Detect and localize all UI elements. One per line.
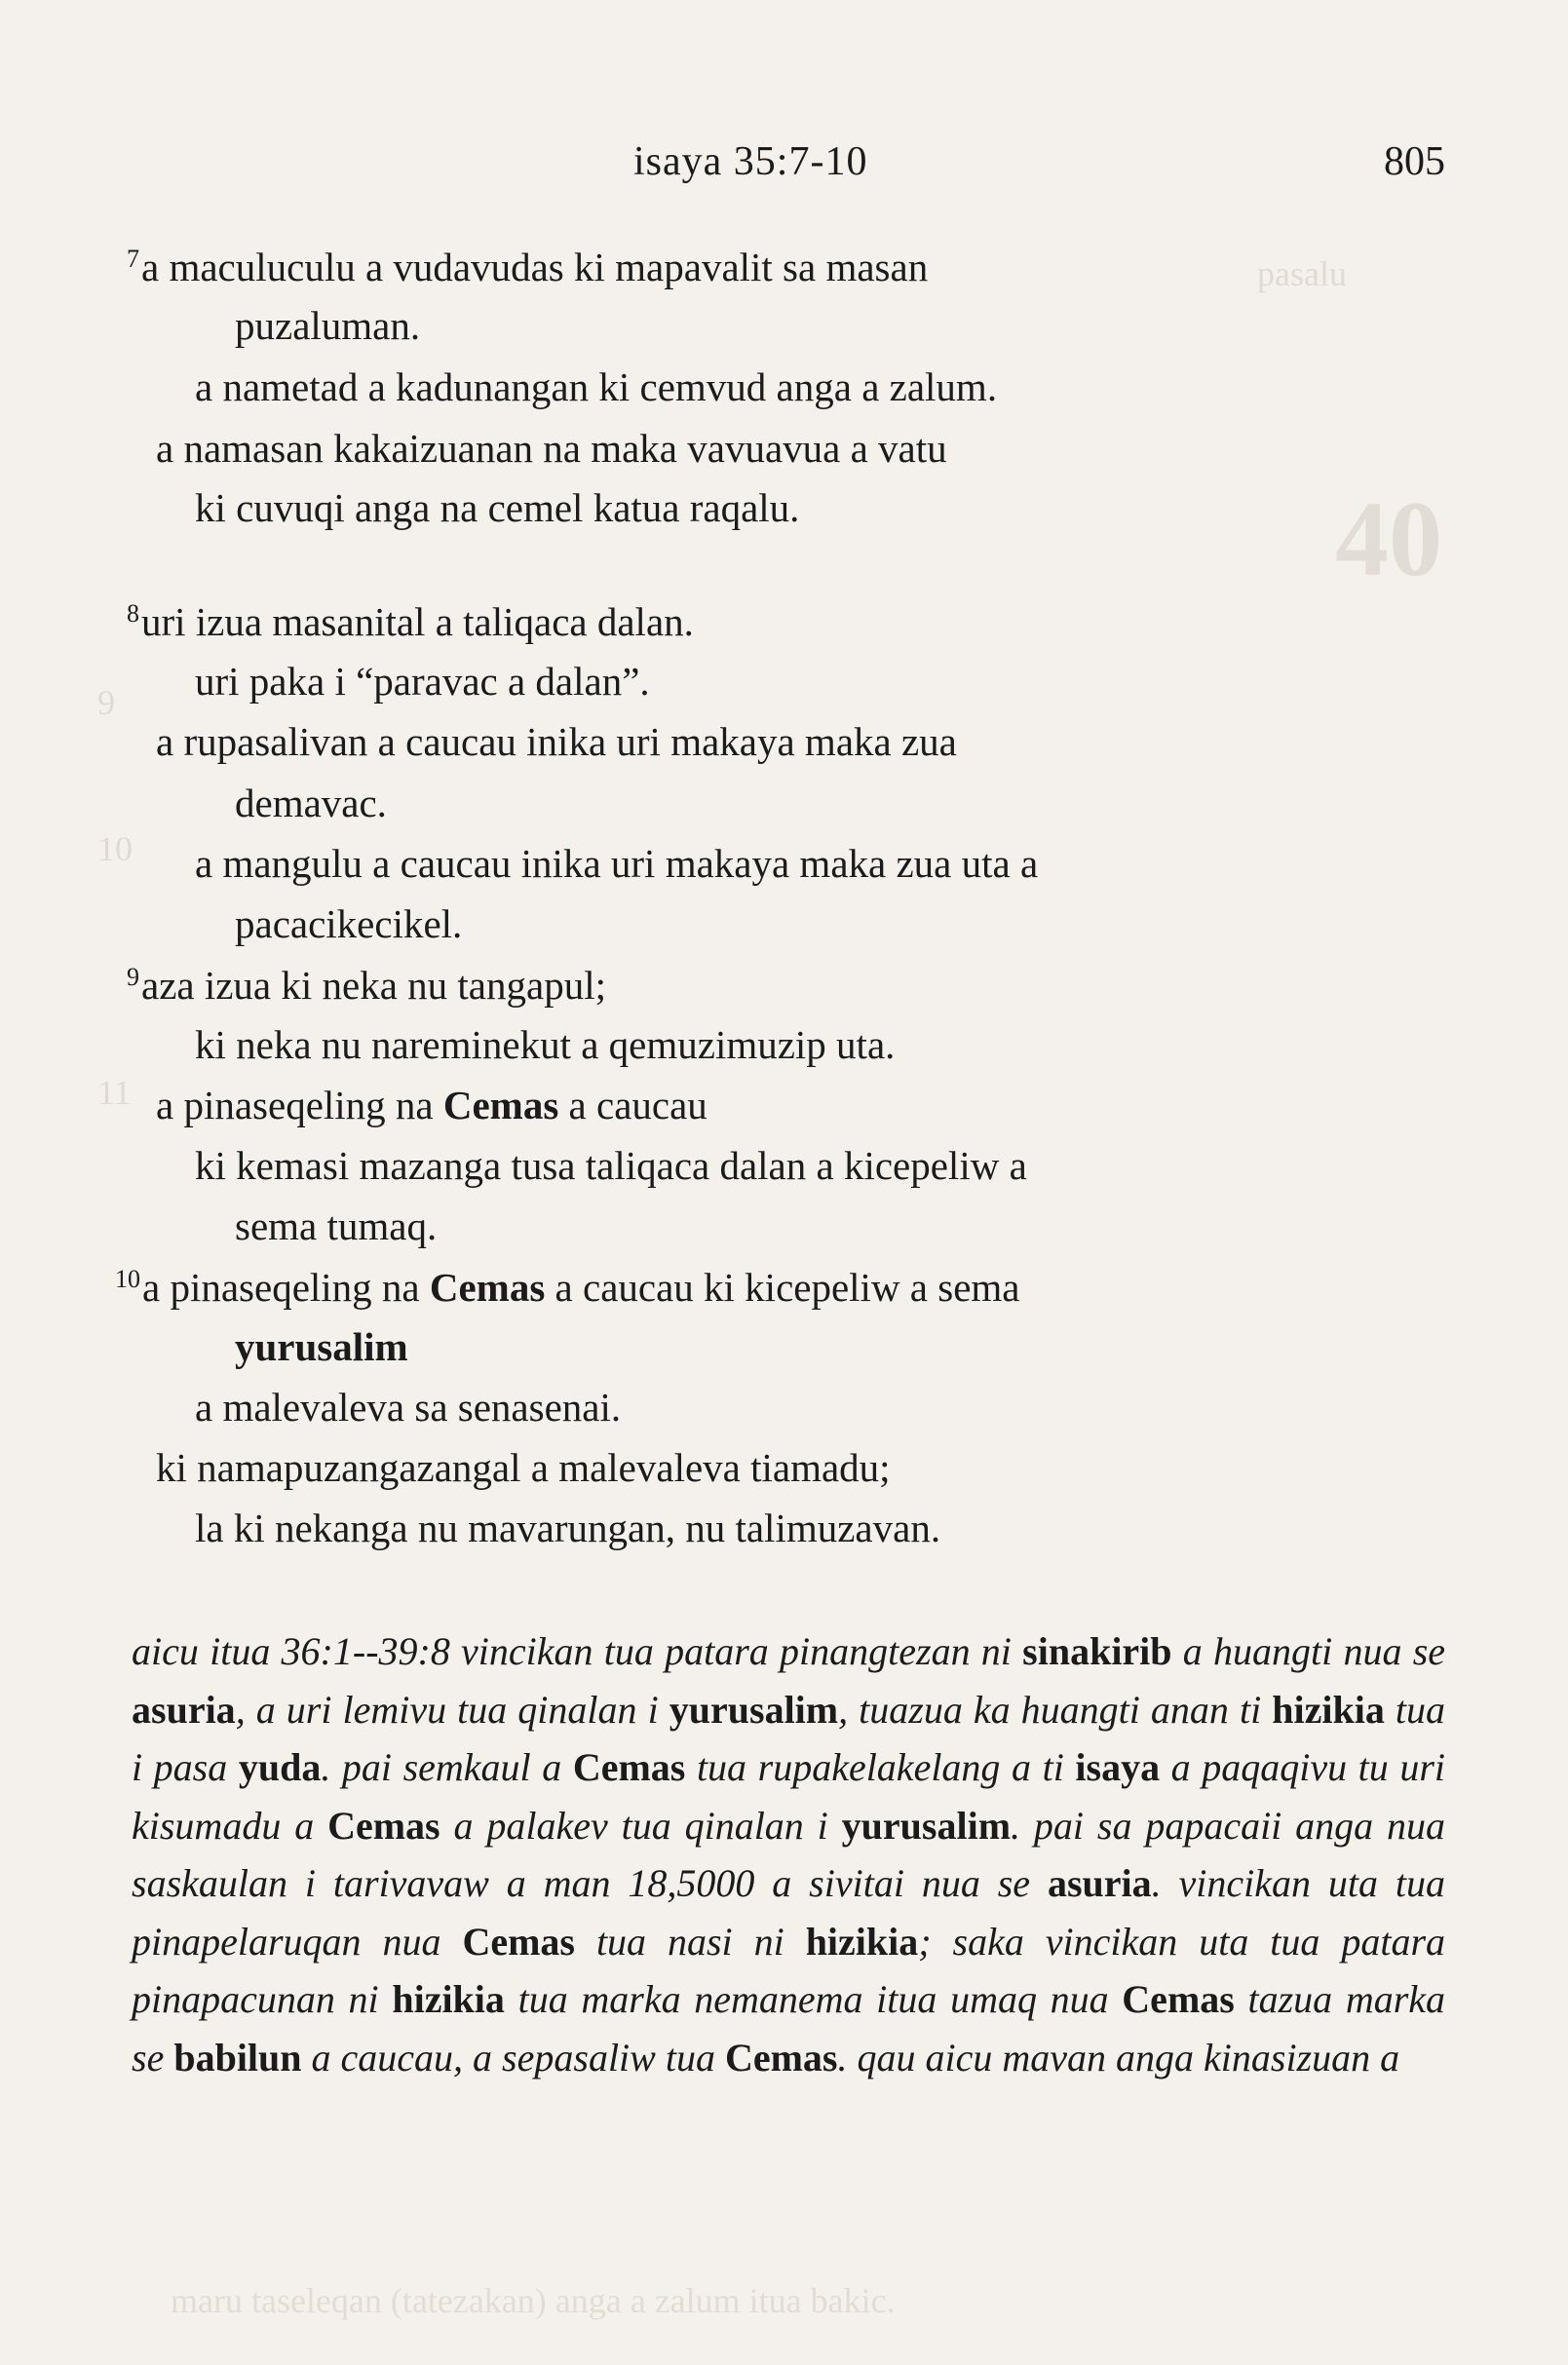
bleed-through-decoration: maru taseleqan (tatezakan) anga a zalum itua bakic. xyxy=(171,2281,896,2320)
verse-line: yurusalim xyxy=(235,1324,408,1369)
verse-line: sema tumaq. xyxy=(235,1203,438,1248)
section-introduction: aicu itua 36:1--39:8 vincikan tua patara pinangtezan ni sinakirib a huangti nua se asuria, a uri lemivu tua qinalan i yurusalim, tuazua ka huangti anan ti hizikia tua i pasa yuda. pai semkaul a Cemas tua rupakelakelang a ti isaya a paqaqivu tu uri kisumadu a Cemas a palakev tua qinalan i yurusalim. pai sa papacaii anga nua saskaulan i tarivavaw a man 18,5000 a sivitai nua se asuria. vincikan uta tua pinapelaruqan nua Cemas tua nasi ni hizikia; saka vincikan uta tua patara pinapacunan ni hizikia tua marka nemanema itua umaq nua Cemas tazua marka se babilun a caucau, a sepasaliw tua Cemas. qau aicu mavan anga kinasizuan a xyxy=(132,1629,1446,2079)
verse-line: ki cuvuqi anga na cemel katua raqalu. xyxy=(195,485,800,530)
verse-line: uri paka i “paravac a dalan”. xyxy=(195,659,650,704)
verse-line: a mangulu a caucau inika uri makaya maka zua uta a xyxy=(195,841,1039,886)
chapter-reference: isaya 35:7-10 xyxy=(633,139,868,184)
verse-number: 9 xyxy=(127,963,139,991)
bleed-through-decoration: 9 xyxy=(97,683,115,722)
verse-line: a malevaleva sa senasenai. xyxy=(195,1385,622,1430)
verse-number: 10 xyxy=(115,1265,140,1293)
verse-line: a rupasalivan a caucau inika uri makaya maka zua xyxy=(156,719,957,764)
verse-line: la ki nekanga nu mavarungan, nu talimuzavan. xyxy=(195,1506,941,1550)
verse-line: demavac. xyxy=(235,781,387,825)
bleed-through-decoration: 10 xyxy=(97,829,133,868)
bleed-through-decoration: 40 xyxy=(1335,479,1442,598)
page-number: 805 xyxy=(1384,139,1445,184)
verse-line: $^9$aza izua ki neka nu tangapul; xyxy=(127,963,606,1008)
verse-line: $^7$a maculuculu a vudavudas ki mapavalit sa masan xyxy=(127,245,929,289)
verse-line: $^{10}$a pinaseqeling na Cemas a caucau ki kicepeliw a sema xyxy=(115,1265,1020,1310)
verse-number: 7 xyxy=(127,245,139,273)
verse-line: puzaluman. xyxy=(235,303,421,348)
verse-line: a nametad a kadunangan ki cemvud anga a zalum. xyxy=(195,364,998,409)
verse-line: a namasan kakaizuanan na maka vavuavua a vatu xyxy=(156,426,947,471)
verse-line: a pinaseqeling na Cemas a caucau xyxy=(156,1083,708,1127)
running-header xyxy=(0,138,1568,187)
bleed-through-decoration: 11 xyxy=(97,1073,132,1112)
verse-line: ki neka nu nareminekut a qemuzimuzip uta. xyxy=(195,1022,896,1067)
verse-line: pacacikecikel. xyxy=(235,901,463,946)
verse-line: ki namapuzangazangal a malevaleva tiamadu; xyxy=(156,1445,891,1490)
bleed-through-decoration: pasalu xyxy=(1257,254,1347,293)
verse-number: 8 xyxy=(127,599,139,628)
verse-line: ki kemasi mazanga tusa taliqaca dalan a kicepeliw a xyxy=(195,1143,1027,1188)
verse-line: $^8$uri izua masanital a taliqaca dalan. xyxy=(127,599,694,644)
